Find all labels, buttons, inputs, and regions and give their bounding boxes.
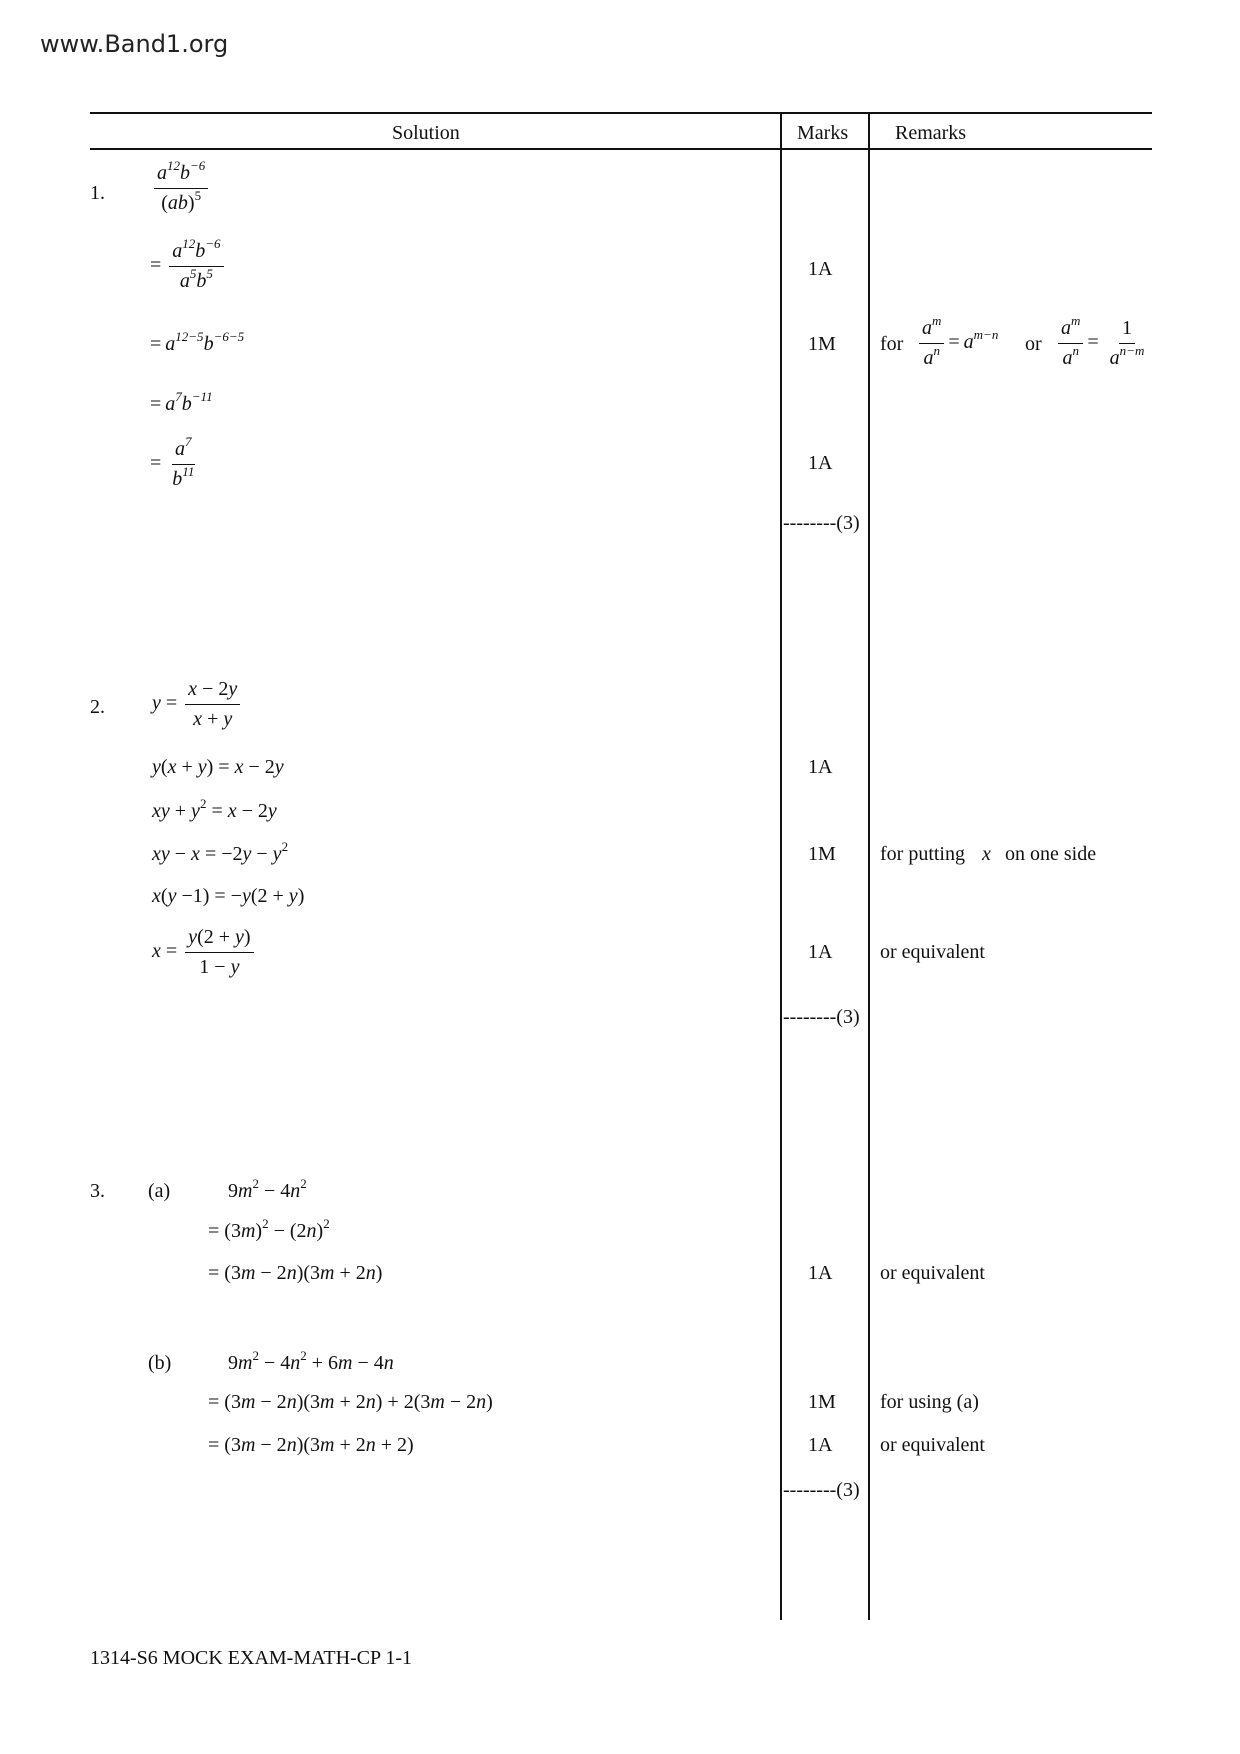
q2-mark-2: 1M [808,843,836,865]
q2-step-4: xy − $x = -2y - y^2$ [152,839,289,865]
q3b-step-3: = (3m − 2n)(3m + 2n + 2) [208,1434,414,1456]
page-footer: 1314-S6 MOCK EXAM-MATH-CP 1-1 [90,1647,413,1669]
q1-step-1: $\frac{a^{12}b^{-6}}{(ab)^5}$ [150,162,212,215]
q3b-remark-1: for using (a) [880,1391,979,1413]
q1-remark-for: for [880,333,904,355]
header-remarks: Remarks [895,122,967,144]
q1-step-2: = $\frac{a^{12}b^{-6}}{a^5b^5}$ [150,240,228,293]
q1-remark-rule-1: $\frac{a^m}{a^n}$ = $a^{m-n}$ [915,317,998,370]
q2-mark-3: 1A [808,941,833,963]
q2-step-6: x = $\frac{y(2 + y)}{1 - y}$ [152,926,258,979]
q3a-step-3: = (3m − 2n)(3m + 2n) [208,1262,383,1284]
header-marks: Marks [797,122,849,144]
site-watermark: www.Band1.org [40,30,229,58]
q2-remark-1b: on one side [1005,843,1097,865]
q2-step-1: y = $\frac{x - 2y}{x + y}$ [152,678,244,731]
question-1-number: 1. [90,182,105,204]
q3-subtotal: --------(3) [783,1479,860,1501]
q3b-step-2: = (3m − 2n)(3m + 2n) + 2(3m − 2n) [208,1391,493,1413]
q2-step-5: x(y −1) = −y(2 + y) [152,885,305,907]
marks-column-rule [780,112,782,1620]
table-header-rule [90,148,1152,150]
q3b-remark-2: or equivalent [880,1434,985,1456]
q3a-step-1: $9m^2 - 4n^2$ [228,1176,307,1202]
q3-part-a-label: (a) [148,1180,171,1202]
q1-remark-or: or [1025,333,1042,355]
q3a-mark: 1A [808,1262,833,1284]
q2-remark-2: or equivalent [880,941,985,963]
q2-subtotal: --------(3) [783,1006,860,1028]
q2-remark-1a: for putting [880,843,965,865]
q3b-mark-1: 1M [808,1391,836,1413]
question-2-number: 2. [90,696,105,718]
q2-step-2: y(x + y) = x − 2y [152,756,284,778]
q3a-step-2: = $(3m)^2 - (2n)^2$ [208,1216,330,1242]
q1-step-3: = $a^{12-5}b^{-6-5}$ [150,329,245,355]
q3-part-b-label: (b) [148,1352,172,1374]
q1-step-5: = $\frac{a^7}{b^{11}}$ [150,434,195,490]
question-3-number: 3. [90,1180,105,1202]
q2-remark-x: x [982,843,991,865]
q1-step-4: = $a^7b^{-11}$ [150,389,213,415]
q1-subtotal: --------(3) [783,512,860,534]
q2-mark-1: 1A [808,756,833,778]
q2-step-3: xy + $y^2 = x - 2y$ [152,796,277,822]
q3b-step-1: $9m^2 - 4n^2 + 6m - 4n$ [228,1348,394,1374]
header-solution: Solution [392,122,460,144]
q3b-mark-2: 1A [808,1434,833,1456]
q1-remark-rule-2: $\frac{a^m}{a^n}$ = $\frac{1}{a^{n-m}}$ [1054,317,1151,370]
q1-mark-1: 1A [808,258,833,280]
q1-mark-3: 1A [808,452,833,474]
q1-mark-2: 1M [808,333,836,355]
remarks-column-rule [868,112,870,1620]
table-top-rule [90,112,1152,114]
q3a-remark: or equivalent [880,1262,985,1284]
